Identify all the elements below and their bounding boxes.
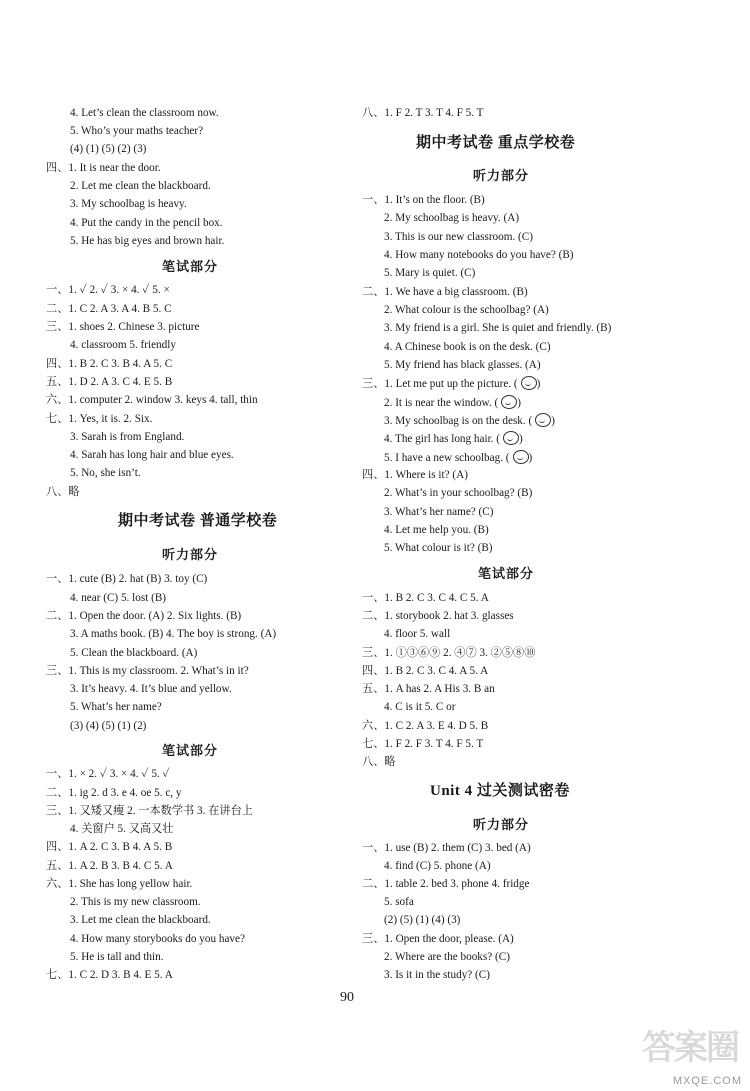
answer-line: 五、1. D 2. A 3. C 4. E 5. B [46,376,173,388]
exam-title: 期中考试卷 普通学校卷 [118,513,278,529]
answer-line: 3. Sarah is from England. [70,431,185,443]
answer-line: (4) (1) (5) (2) (3) [70,143,147,155]
answer-line: 三、1. This is my classroom. 2. What’s in it? [46,665,249,677]
answer-line: 六、1. She has long yellow hair. [46,878,193,890]
answer-line: 三、1. ①③⑥⑨ 2. ④⑦ 3. ②⑤⑧⑩ [362,647,536,659]
answer-line: 3. My schoolbag is heavy. [70,198,187,210]
section-heading: 听力部分 [473,168,530,183]
answer-line: 4. Put the candy in the pencil box. [70,217,223,229]
answer-line: 一、1. It’s on the floor. (B) [362,194,485,206]
answer-line: 5. My friend has black glasses. (A) [384,359,541,371]
answer-line: 2. Where are the books? (C) [384,951,510,963]
answer-line: 三、1. Open the door, please. (A) [362,933,514,945]
smiley-face-icon [513,450,529,464]
answer-line: 2. This is my new classroom. [70,896,201,908]
answer-line: 一、1. B 2. C 3. C 4. C 5. A [362,592,489,604]
answer-line: 四、1. Where is it? (A) [362,469,468,481]
answer-line: 二、1. We have a big classroom. (B) [362,286,528,298]
answer-line: 4. C is it 5. C or [384,701,456,713]
answer-line: 2. What’s in your schoolbag? (B) [384,487,533,499]
page-number: 90 [340,990,354,1005]
answer-line: 六、1. C 2. A 3. E 4. D 5. B [362,720,489,732]
answer-line: 四、1. It is near the door. [46,162,161,174]
smiley-face-icon [501,395,517,409]
answer-line: 4. A Chinese book is on the desk. (C) [384,341,551,353]
answer-line: (3) (4) (5) (1) (2) [70,720,147,732]
answer-line: 4. Let me help you. (B) [384,524,489,536]
answer-line: 二、1. C 2. A 3. A 4. B 5. C [46,303,172,315]
answer-line: 5. What’s her name? [70,701,162,713]
answer-line: 5. What colour is it? (B) [384,542,493,554]
answer-line: 七、1. Yes, it is. 2. Six. [46,413,153,425]
answer-line: 八、1. F 2. T 3. T 4. F 5. T [362,107,484,119]
smiley-face-icon [503,431,519,445]
answer-line: 三、1. Let me put up the picture. ( ) [362,378,541,390]
section-heading: 笔试部分 [162,259,219,274]
smiley-face-icon [535,413,551,427]
answer-line: 4. near (C) 5. lost (B) [70,592,167,604]
answer-line: 四、1. B 2. C 3. C 4. A 5. A [362,665,489,677]
answer-line: 5. I have a new schoolbag. ( ) [384,452,533,464]
answer-line: 4. Sarah has long hair and blue eyes. [70,449,234,461]
answer-line: 四、1. B 2. C 3. B 4. A 5. C [46,358,173,370]
answer-line: 5. sofa [384,896,414,908]
answer-line: 八、略 [362,756,396,768]
answer-line: 八、略 [46,486,80,498]
answer-line: 2. It is near the window. ( ) [384,397,521,409]
answer-line: 4. floor 5. wall [384,628,451,640]
answer-line: 一、1. × 2. ✓ 3. × 4. ✓ 5. ✓ [46,768,170,780]
section-heading: 听力部分 [473,817,530,832]
answer-line: 七、1. C 2. D 3. B 4. E 5. A [46,969,173,981]
answer-line: 4. How many notebooks do you have? (B) [384,249,574,261]
answer-line: 3. This is our new classroom. (C) [384,231,533,243]
answer-line: 3. Let me clean the blackboard. [70,914,211,926]
section-heading: 听力部分 [162,547,219,562]
answer-line: 一、1. cute (B) 2. hat (B) 3. toy (C) [46,573,208,585]
answer-line: 2. Let me clean the blackboard. [70,180,211,192]
answer-line: 5. Who’s your maths teacher? [70,125,204,137]
answer-line: 二、1. storybook 2. hat 3. glasses [362,610,514,622]
watermark-logo: 答案圈 [642,1028,738,1068]
answer-line: 5. Mary is quiet. (C) [384,267,476,279]
answer-line: 2. What colour is the schoolbag? (A) [384,304,549,316]
answer-line: 三、1. 又矮又瘦 2. 一本数学书 3. 在讲台上 [46,805,253,817]
answer-line: 四、1. A 2. C 3. B 4. A 5. B [46,841,173,853]
answer-line: 5. He has big eyes and brown hair. [70,235,225,247]
answer-line: 4. 关窗户 5. 又高又壮 [70,823,174,835]
answer-line: 五、1. A 2. B 3. B 4. C 5. A [46,860,173,872]
answer-line: 二、1. ig 2. d 3. e 4. oe 5. c, y [46,787,182,799]
answer-line: 一、1. use (B) 2. them (C) 3. bed (A) [362,842,531,854]
answer-line: 4. How many storybooks do you have? [70,933,245,945]
answer-line: 二、1. Open the door. (A) 2. Six lights. (B) [46,610,242,622]
answer-line: 3. My friend is a girl. She is quiet and friendly. (B) [384,322,612,334]
answer-line: 5. Clean the blackboard. (A) [70,647,198,659]
answer-line: 5. He is tall and thin. [70,951,164,963]
answer-line: 3. A maths book. (B) 4. The boy is strong. (A) [70,628,277,640]
answer-line: 3. It’s heavy. 4. It’s blue and yellow. [70,683,232,695]
answer-line: 4. Let’s clean the classroom now. [70,107,219,119]
smiley-face-icon [521,376,537,390]
watermark-url: MXQE.COM [672,1075,742,1087]
answer-line: 六、1. computer 2. window 3. keys 4. tall, thin [46,394,258,406]
exam-title: Unit 4 过关测试密卷 [430,783,570,799]
exam-title: 期中考试卷 重点学校卷 [416,135,576,151]
answer-line: 五、1. A has 2. A His 3. B an [362,683,495,695]
answer-line: 4. The girl has long hair. ( ) [384,433,523,445]
answer-line: 4. classroom 5. friendly [70,339,176,351]
answer-line: 2. My schoolbag is heavy. (A) [384,212,520,224]
answer-line: 七、1. F 2. F 3. T 4. F 5. T [362,738,484,750]
section-heading: 笔试部分 [162,743,219,758]
answer-line: 3. My schoolbag is on the desk. ( ) [384,415,555,427]
answer-line: 4. find (C) 5. phone (A) [384,860,491,872]
answer-line: 3. Is it in the study? (C) [384,969,490,981]
answer-line: (2) (5) (1) (4) (3) [384,914,461,926]
answer-line: 3. What’s her name? (C) [384,506,494,518]
section-heading: 笔试部分 [478,566,535,581]
answer-line: 二、1. table 2. bed 3. phone 4. fridge [362,878,530,890]
answer-line: 一、1. ✓ 2. ✓ 3. × 4. ✓ 5. × [46,284,170,296]
answer-line: 5. No, she isn’t. [70,467,141,479]
answer-line: 三、1. shoes 2. Chinese 3. picture [46,321,200,333]
